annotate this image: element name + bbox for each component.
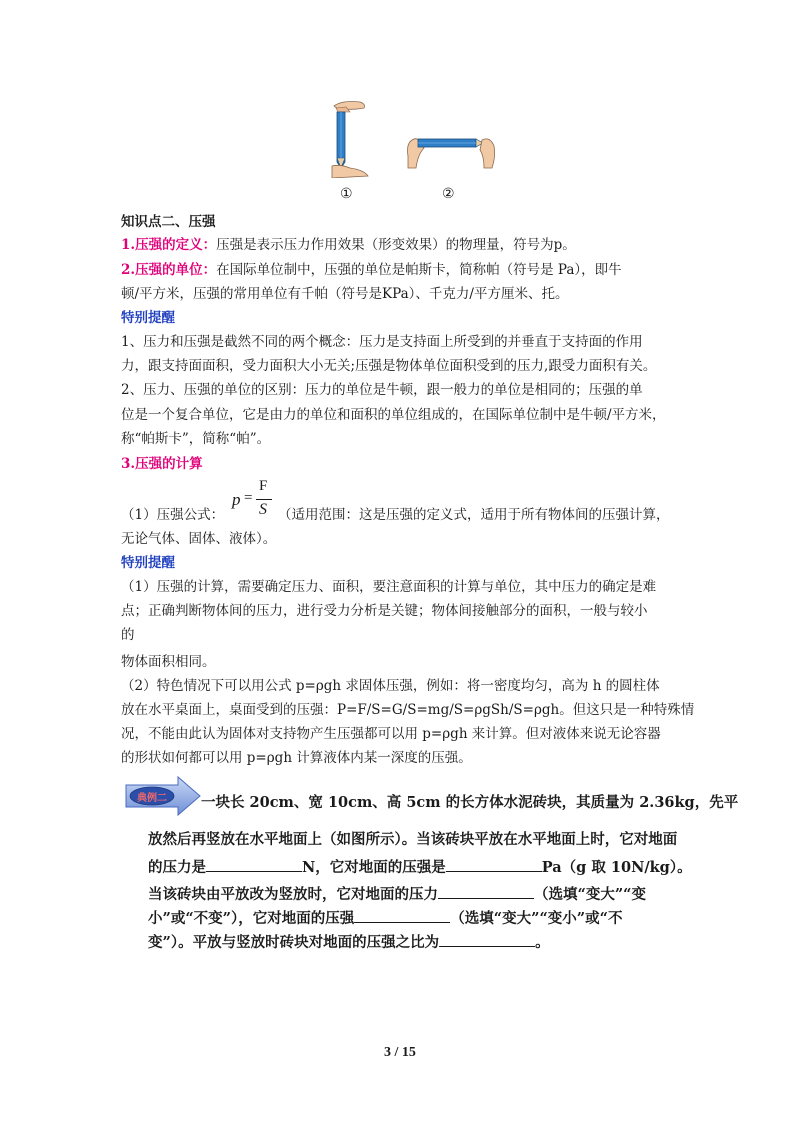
tip2-line: 的 (121, 627, 135, 643)
tip2-line: 放在水平桌面上，桌面受到的压强：P=F/S=G/S=mg/S=ρgSh/S=ρgh。但这只是一种特殊情 (121, 702, 695, 718)
tip2-line: 的形状如何都可以用 p=ρgh 计算液体内某一深度的压强。 (121, 750, 472, 766)
unit-line-1 (121, 260, 622, 281)
pressure-formula (228, 478, 278, 524)
unit-label: 2.压强的单位： (121, 262, 217, 278)
definition-line (121, 235, 576, 256)
definition-text: 压强是表示压力作用效果（形变效果）的物理量，符号为p。 (216, 237, 576, 253)
unit-text-1: 在国际单位制中，压强的单位是帕斯卡，简称帕（符号是 Pa），即牛 (216, 262, 622, 278)
example-line-5 (148, 907, 622, 928)
example-text: （选填“变大”“变小”或“不 (450, 910, 623, 927)
tip2-title: 特别提醒 (121, 555, 175, 571)
answer-blank-force[interactable] (206, 856, 302, 872)
answer-blank-pressure-ratio[interactable] (439, 931, 535, 947)
figure-caption-1: ① (340, 186, 353, 202)
tip1-line: 力，跟支持面面积，受力面积大小无关;压强是物体单位面积受到的压力,跟受力面积有关。 (121, 358, 657, 374)
answer-blank-force-change[interactable] (438, 883, 534, 899)
example-text: 变”）。平放与竖放时砖块对地面的压强之比为 (148, 934, 440, 951)
tip2-line: （2）特色情况下可以用公式 p=ρgh 求固体压强，例如：将一密度均匀，高为 h 的圆柱体 (121, 678, 660, 694)
formula-scope-line: 无论气体、固体、液体）。 (121, 531, 277, 547)
formula-equals: = (244, 490, 253, 506)
fraction-bar (256, 499, 272, 500)
example-line-2: 放然后再竖放在水平地面上（如图所示）。当该砖块平放在水平地面上时，它对地面 (148, 831, 678, 848)
formula-p: p (232, 490, 241, 509)
formula-denominator: S (259, 501, 267, 518)
tip1-line: 位是一个复合单位，它是由力的单位和面积的单位组成的，在国际单位制中是牛顿/平方米， (121, 407, 666, 423)
definition-label: 1.压强的定义： (121, 237, 217, 253)
tip1-line: 2、压力、压强的单位的区别：压力的单位是牛顿，跟一般力的单位是相同的；压强的单 (121, 382, 643, 398)
example-line-3 (148, 856, 692, 877)
formula-prefix: （1）压强公式： (121, 507, 225, 523)
example-line-4 (148, 883, 646, 904)
example-text: N，它对地面的压强是 (302, 859, 446, 876)
example-text: 。 (535, 934, 550, 951)
formula-numerator: F (259, 478, 268, 494)
tip2-line: （1）压强的计算，需要确定压力、面积，要注意面积的计算与单位，其中压力的确定是难 (121, 579, 657, 595)
calc-label: 3.压强的计算 (121, 456, 203, 472)
horizontal-pencil-hands (408, 139, 495, 168)
tip1-title: 特别提醒 (121, 310, 175, 326)
tip1-line: 1、压力和压强是截然不同的两个概念：压力是支持面上所受到的并垂直于支持面的作用 (121, 334, 643, 350)
tip2-line: 点；正确判断物体间的压力，进行受力分析是关键；物体间接触部分的面积，一般与较小 (121, 603, 648, 619)
example-badge-label: 典例二 (137, 793, 167, 804)
answer-blank-pressure[interactable] (446, 856, 542, 872)
vertical-pencil-hands (332, 102, 368, 179)
example-text: Pa（g 取 10N/kg）。 (541, 859, 692, 876)
example-line-6 (148, 931, 550, 952)
page-number: 3 / 15 (384, 1045, 416, 1060)
answer-blank-pressure-change[interactable] (354, 907, 450, 923)
tip2-line: 物体面积相同。 (121, 654, 216, 670)
section-title: 知识点二、压强 (121, 214, 216, 230)
unit-line-2: 顿/平方米，压强的常用单位有千帕（符号是KPa）、千克力/平方厘米、托。 (121, 286, 569, 302)
example-text: 的压力是 (148, 859, 206, 876)
figure-caption-2: ② (442, 186, 455, 202)
example-line-1: 一块长 20cm、宽 10cm、高 5cm 的长方体水泥砖块，其质量为 2.36kg，先平 (201, 794, 739, 811)
tip1-line: 称“帕斯卡”，简称“帕”。 (121, 431, 271, 447)
example-text: 小”或“不变”），它对地面的压强 (148, 910, 355, 927)
example-text: （选填“变大”“变 (534, 886, 647, 903)
formula-suffix: （适用范围：这是压强的定义式，适用于所有物体间的压强计算， (278, 507, 670, 523)
pencil-figure (320, 96, 500, 178)
tip2-line: 况，不能由此认为固体对支持物产生压强都可以用 p=ρgh 来计算。但对液体来说无论容器 (121, 726, 661, 742)
example-text: 当该砖块由平放改为竖放时，它对地面的压力 (148, 886, 438, 903)
